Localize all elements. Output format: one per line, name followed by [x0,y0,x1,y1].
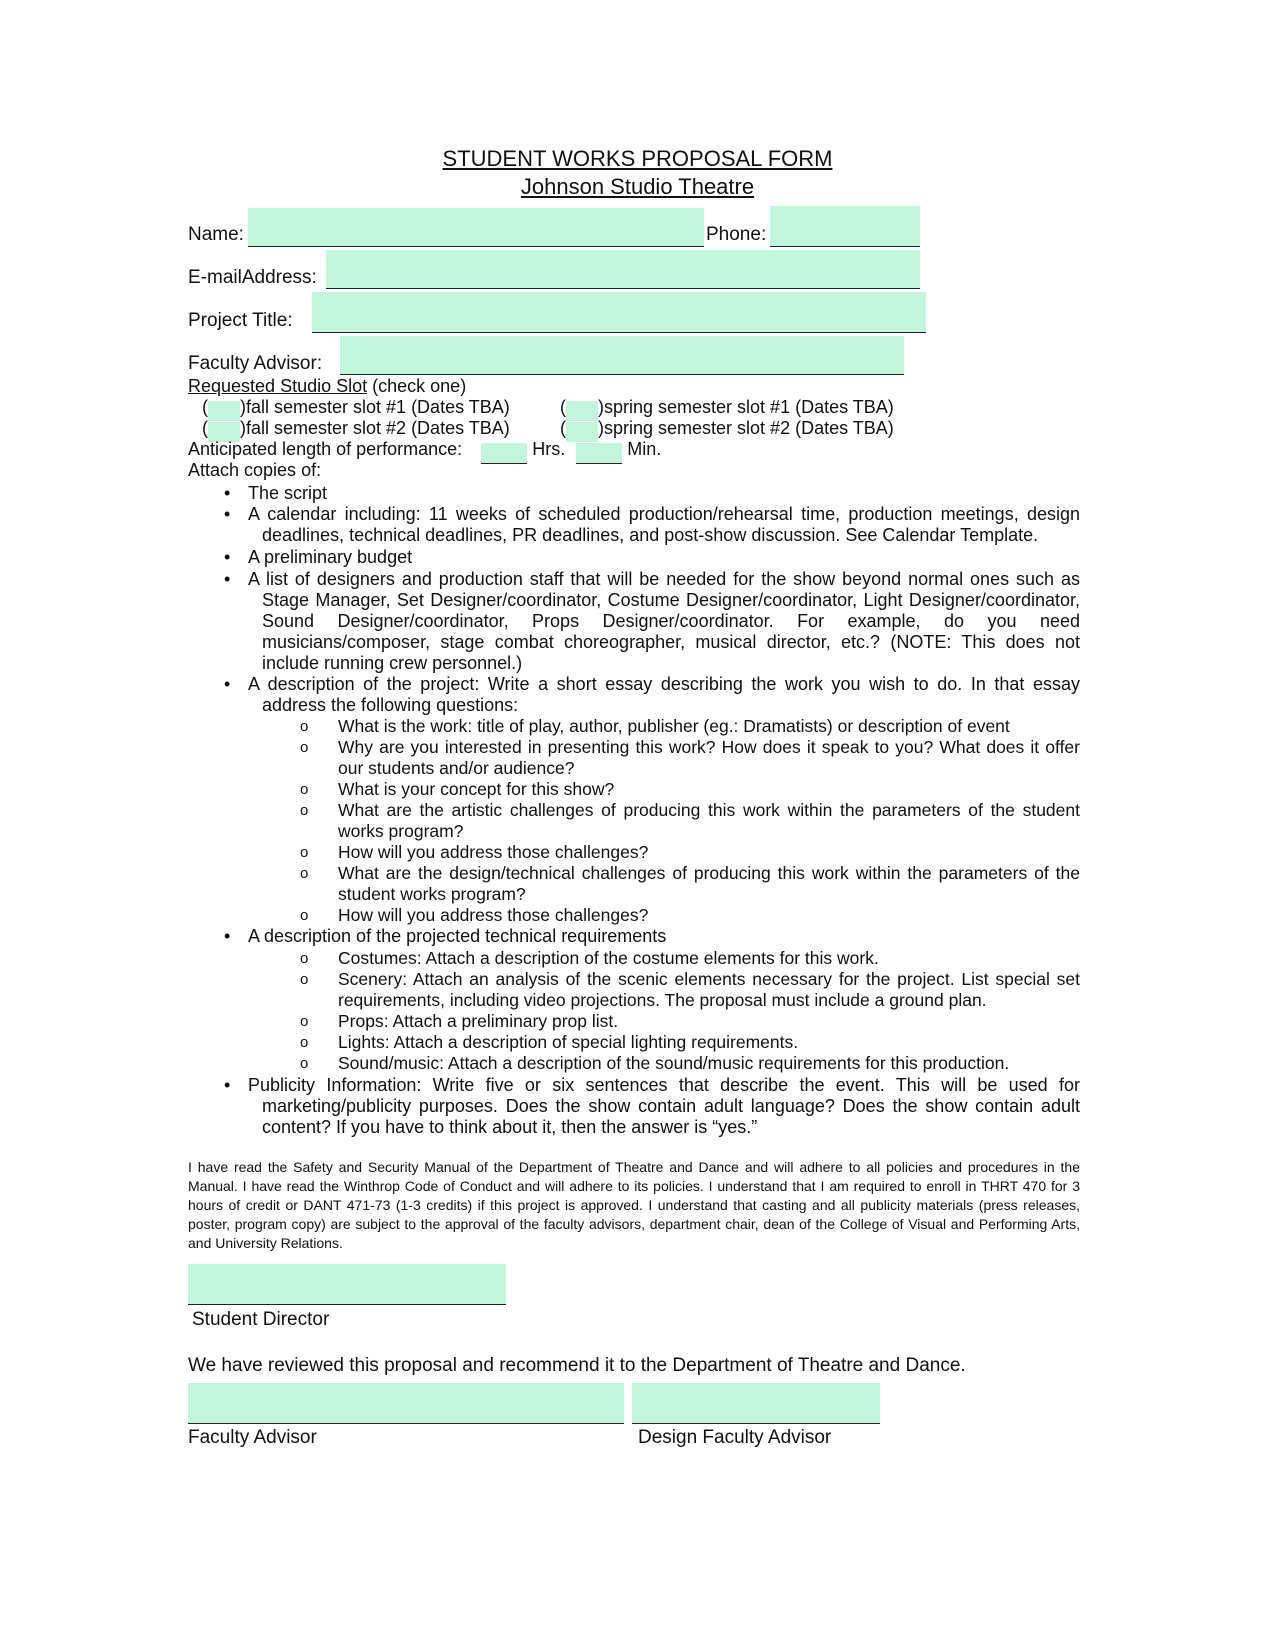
attach-item-calendar [224,504,1080,546]
student-director-signature-field[interactable] [188,1264,506,1305]
agreement-paragraph: I have read the Safety and Security Manual of the Department of Theatre and Dance and will adhere to all policies and procedures in the Manual. I have read the Winthrop Code of Conduct and will adhere to its policies. I understand that I am required to enroll in THRT 470 for 3 hours of credit or DANT 471-73 (1-3 credits) if this project is approved. I understand that casting and all publicity materials (press releases, poster, program copy) are subject to the approval of the faculty advisors, department chair, dean of the College of Visual and Performing Arts, and University Relations. [188,1159,1080,1251]
bullet: • [224,483,231,503]
technical-text: Scenery: Attach an analysis of the scenic elements necessary for the project. List special set requirements, including video projections. The proposal must include a ground plan. [338,969,1080,1010]
phone-field[interactable] [770,206,920,247]
faculty-advisor-field[interactable] [340,336,904,375]
attach-item-text: A description of the project: Write a short essay describing the work you wish to do. In that essay address the following questions: [248,674,1080,715]
email-label: E-mailAddress: [188,267,317,288]
question-text: What is the work: title of play, author, publisher (eg.: Dramatists) or description of event [338,716,1010,736]
attach-item-project-description [224,674,1080,716]
slot-heading [188,376,466,397]
sub-bullet: o [300,844,309,861]
form-subtitle: Johnson Studio Theatre [520,174,755,199]
question-item [300,779,1080,800]
question-text: How will you address those challenges? [338,905,649,925]
bullet: • [224,1075,231,1095]
technical-item [300,1032,1080,1053]
form-title: STUDENT WORKS PROPOSAL FORM [442,146,833,171]
attach-item-script [224,483,1080,504]
hours-field[interactable] [481,443,527,464]
slot-option-label: spring semester slot #2 (Dates TBA) [604,418,894,438]
question-item [300,905,1080,926]
phone-label: Phone: [706,224,767,245]
close-paren: ) [598,397,604,417]
sub-bullet: o [300,718,309,735]
minutes-label: Min. [627,439,662,459]
close-paren: ) [240,418,246,438]
faculty-advisor-label: Faculty Advisor: [188,353,323,374]
attach-item-text: A preliminary budget [248,547,413,567]
question-item [300,716,1080,737]
sub-bullet: o [300,865,309,882]
name-label: Name: [188,224,244,245]
technical-text: Costumes: Attach a description of the costume elements for this work. [338,948,879,968]
slot-option-label: fall semester slot #2 (Dates TBA) [246,418,510,438]
question-text: Why are you interested in presenting this work? How does it speak to you? What does it offer our students and/or audience? [338,737,1080,778]
attach-item-staff [224,569,1080,674]
sub-bullet: o [300,1034,309,1051]
attach-item-technical [224,926,1080,947]
question-text: What are the design/technical challenges of producing this work within the parameters of the student works program? [338,863,1080,904]
technical-item [300,948,1080,969]
bullet: • [224,674,231,694]
technical-item [300,1011,1080,1032]
name-field[interactable] [248,208,704,247]
technical-item [300,969,1080,1011]
question-text: What are the artistic challenges of producing this work within the parameters of the student works program? [338,800,1080,841]
design-faculty-advisor-label: Design Faculty Advisor [638,1427,832,1448]
close-paren: ) [598,418,604,438]
technical-text: Sound/music: Attach a description of the sound/music requirements for this production. [338,1053,1010,1073]
bullet: • [224,926,231,946]
sub-bullet: o [300,739,309,756]
attach-item-budget [224,547,1080,568]
open-paren: ( [202,418,208,438]
sub-bullet: o [300,971,309,988]
review-statement: We have reviewed this proposal and recommend it to the Department of Theatre and Dance. [188,1355,966,1376]
faculty-advisor-signature-field[interactable] [188,1383,624,1424]
sub-bullet: o [300,802,309,819]
attach-item-text: A calendar including: 11 weeks of scheduled production/rehearsal time, production meetings, design deadlines, technical deadlines, PR deadlines, and post-show discussion. See Calendar Template. [248,504,1080,545]
close-paren: ) [240,397,246,417]
technical-text: Props: Attach a preliminary prop list. [338,1011,619,1031]
minutes-field[interactable] [576,443,622,464]
sub-bullet: o [300,1013,309,1030]
open-paren: ( [560,397,566,417]
open-paren: ( [202,397,208,417]
attach-item-text: A description of the projected technical requirements [248,926,667,946]
question-item [300,800,1080,842]
question-item [300,863,1080,905]
open-paren: ( [560,418,566,438]
sub-bullet: o [300,907,309,924]
attach-item-text: Publicity Information: Write five or six sentences that describe the event. This will be used for marketing/publicity purposes. Does the show contain adult language? Does the show contain adult content? If you have to think about it, then the answer is “yes.” [248,1075,1080,1137]
sub-bullet: o [300,1055,309,1072]
sub-bullet: o [300,950,309,967]
question-text: How will you address those challenges? [338,842,649,862]
question-text: What is your concept for this show? [338,779,615,799]
technical-text: Lights: Attach a description of special lighting requirements. [338,1032,799,1052]
bullet: • [224,547,231,567]
email-field[interactable] [326,250,920,289]
design-faculty-advisor-signature-field[interactable] [632,1383,880,1424]
technical-item [300,1053,1080,1074]
hours-label: Hrs. [532,439,566,459]
attach-item-text: The script [248,483,328,503]
attach-heading: Attach copies of: [188,460,322,480]
slot-option-label: fall semester slot #1 (Dates TBA) [246,397,510,417]
project-title-field[interactable] [312,292,926,333]
student-director-label: Student Director [192,1309,330,1330]
bullet: • [224,569,231,589]
slot-option-label: spring semester slot #1 (Dates TBA) [604,397,894,417]
project-title-label: Project Title: [188,310,293,331]
faculty-advisor-signature-label: Faculty Advisor [188,1427,317,1448]
slot-heading-note: (check one) [372,376,467,396]
attach-item-text: A list of designers and production staff that will be needed for the show beyond normal ones such as Stage Manager, Set Designer/coordinator, Costume Designer/coordinator, Light Designer/coordinator, Sound Designer/coordinator, Props Designer/coordinator. For example, do you need musicians/composer, stage combat choreographer, musical director, etc.? (NOTE: This does not include running crew personnel.) [248,569,1080,673]
attach-item-publicity [224,1075,1080,1138]
length-label: Anticipated length of performance: [188,439,463,459]
question-item [300,737,1080,779]
bullet: • [224,504,231,524]
sub-bullet: o [300,781,309,798]
question-item [300,842,1080,863]
slot-heading-text: Requested Studio Slot [188,376,368,396]
